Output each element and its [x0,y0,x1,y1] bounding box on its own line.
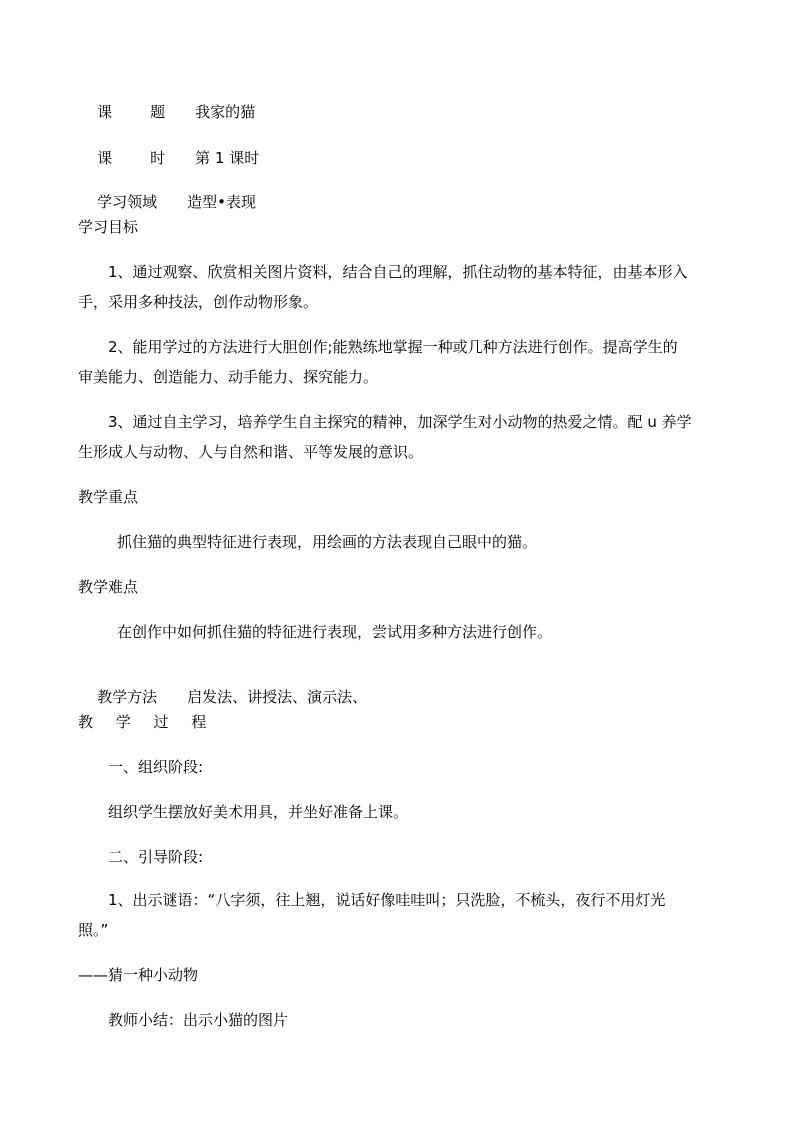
domain-label: 学习领域 [97,193,158,211]
key-point-text: 抓住猫的典型特征进行表现，用绘画的方法表现自己眼中的猫。 [117,533,538,551]
riddle-line1: 1、出示谜语：“八字须，往上翘，说话好像哇哇叫；只洗脸，不梳头，夜行不用灯光 [108,891,666,909]
hour-label-a: 课 [97,149,113,167]
stage1-text: 组织学生摆放好美术用具，并坐好准备上课。 [108,803,409,821]
teacher-summary: 教师小结：出示小猫的图片 [108,1011,289,1029]
hour-value: 第 1 课时 [195,149,260,167]
topic-value: 我家的猫 [195,103,256,121]
method-value: 启发法、讲授法、演示法、 [187,688,368,706]
process-heading: 教 学 过 程 [78,713,216,731]
domain-value: 造型•表现 [187,193,256,211]
topic-label-b: 题 [150,103,166,121]
key-point-heading: 教学重点 [78,488,139,506]
difficulty-text: 在创作中如何抓住猫的特征进行表现，尝试用多种方法进行创作。 [117,623,553,641]
objective-3-line1: 3、通过自主学习，培养学生自主探究的精神，加深学生对小动物的热爱之情。配 u 养学 [108,413,692,431]
objective-1-line1: 1、通过观察、欣赏相关图片资料，结合自己的理解，抓住动物的基本特征，由基本形入 [108,263,688,281]
stage2-title: 二、引导阶段: [108,848,204,866]
hour-label-b: 时 [150,149,166,167]
method-label: 教学方法 [97,688,158,706]
guess-line: ——猜一种小动物 [78,966,199,984]
objective-2-line2: 审美能力、创造能力、动手能力、探究能力。 [78,368,379,386]
objective-2-line1: 2、能用学过的方法进行大胆创作;能熟练地掌握一种或几种方法进行创作。提高学生的 [108,338,678,356]
difficulty-heading: 教学难点 [78,578,139,596]
riddle-line2: 照。” [78,921,109,939]
stage1-title: 一、组织阶段: [108,758,204,776]
objectives-heading: 学习目标 [78,218,139,236]
objective-1-line2: 手，采用多种技法，创作动物形象。 [78,293,319,311]
objective-3-line2: 生形成人与动物、人与自然和谐、平等发展的意识。 [78,443,424,461]
topic-label-a: 课 [97,103,113,121]
